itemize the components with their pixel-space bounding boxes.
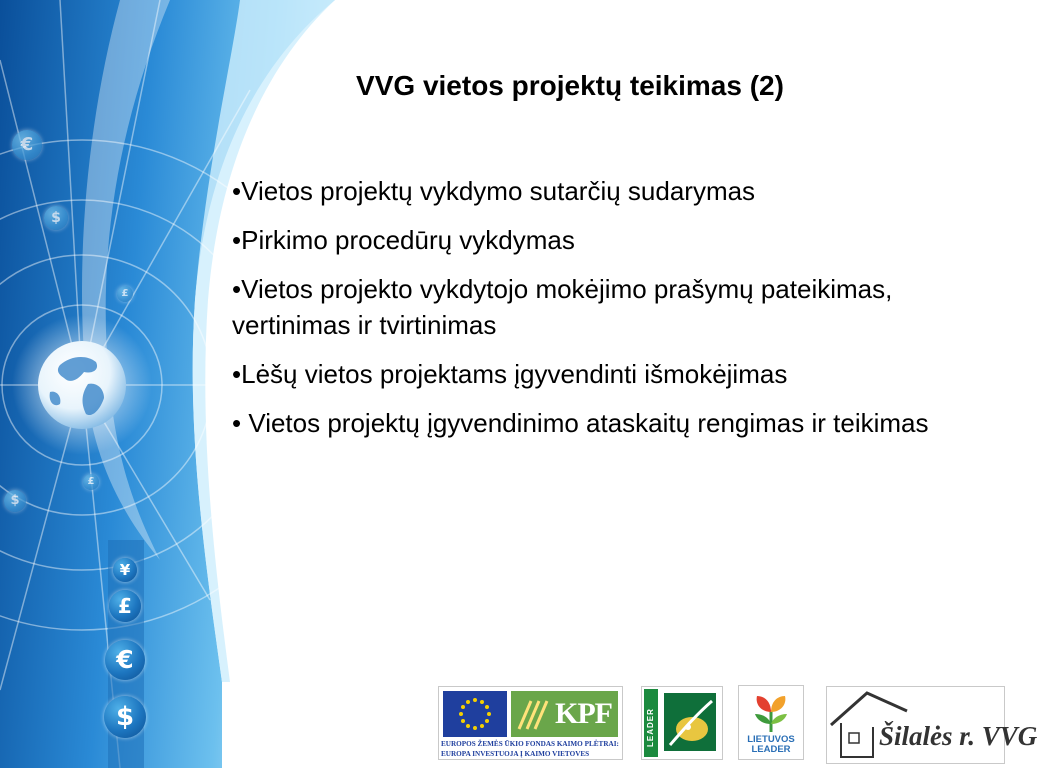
euro-coin-icon: € — [105, 640, 145, 680]
eu-fund-line: EUROPOS ŽEMĖS ŪKIO FONDAS KAIMO PLĖTRAI: — [441, 740, 619, 748]
lietuvos-leader-logo — [738, 685, 804, 760]
leader-text: LEADER — [751, 744, 791, 755]
leader-label: LEADER — [646, 708, 655, 747]
yen-coin-icon: ¥ — [113, 558, 137, 582]
bullet-list — [232, 173, 1002, 454]
kpf-mark — [511, 691, 618, 737]
pound-coin-icon: £ — [109, 590, 141, 622]
wheat-icon — [517, 699, 551, 731]
kpf-text: KPF — [555, 697, 612, 730]
bullet-item: •Pirkimo procedūrų vykdymas — [232, 225, 575, 255]
eu-kpf-logo — [438, 686, 623, 760]
lietuvos-text: LIETUVOS — [747, 734, 795, 745]
eu-invest-line: EUROPA INVESTUOJA Į KAIMO VIETOVES — [441, 750, 590, 758]
sprout-icon — [739, 686, 803, 734]
bullet-item: • Vietos projektų įgyvendinimo ataskaitų rengimas ir teikimas — [232, 408, 929, 438]
pound-coin-icon: £ — [117, 286, 133, 302]
slide-title: VVG vietos projektų teikimas (2) — [356, 70, 784, 101]
leader-logo — [641, 686, 723, 760]
bullet-item: •Vietos projekto vykdytojo mokėjimo prašymų pateikimas, vertinimas ir tvirtinimas — [232, 274, 893, 340]
euro-coin-icon: € — [12, 130, 42, 160]
dollar-coin-icon: $ — [44, 206, 68, 230]
vvg-name: Šilalės r. VVG — [879, 721, 1037, 751]
silales-vvg-logo — [826, 686, 1037, 764]
dollar-coin-icon: $ — [104, 696, 146, 738]
pound-coin-icon: £ — [83, 474, 99, 490]
leader-emblem-icon — [664, 693, 716, 751]
eu-flag-icon — [443, 691, 507, 737]
dollar-coin-icon: $ — [4, 490, 26, 512]
bullet-item: •Vietos projektų vykdymo sutarčių sudarymas — [232, 176, 756, 206]
bullet-item: •Lėšų vietos projektams įgyvendinti išmokėjimas — [232, 359, 788, 389]
